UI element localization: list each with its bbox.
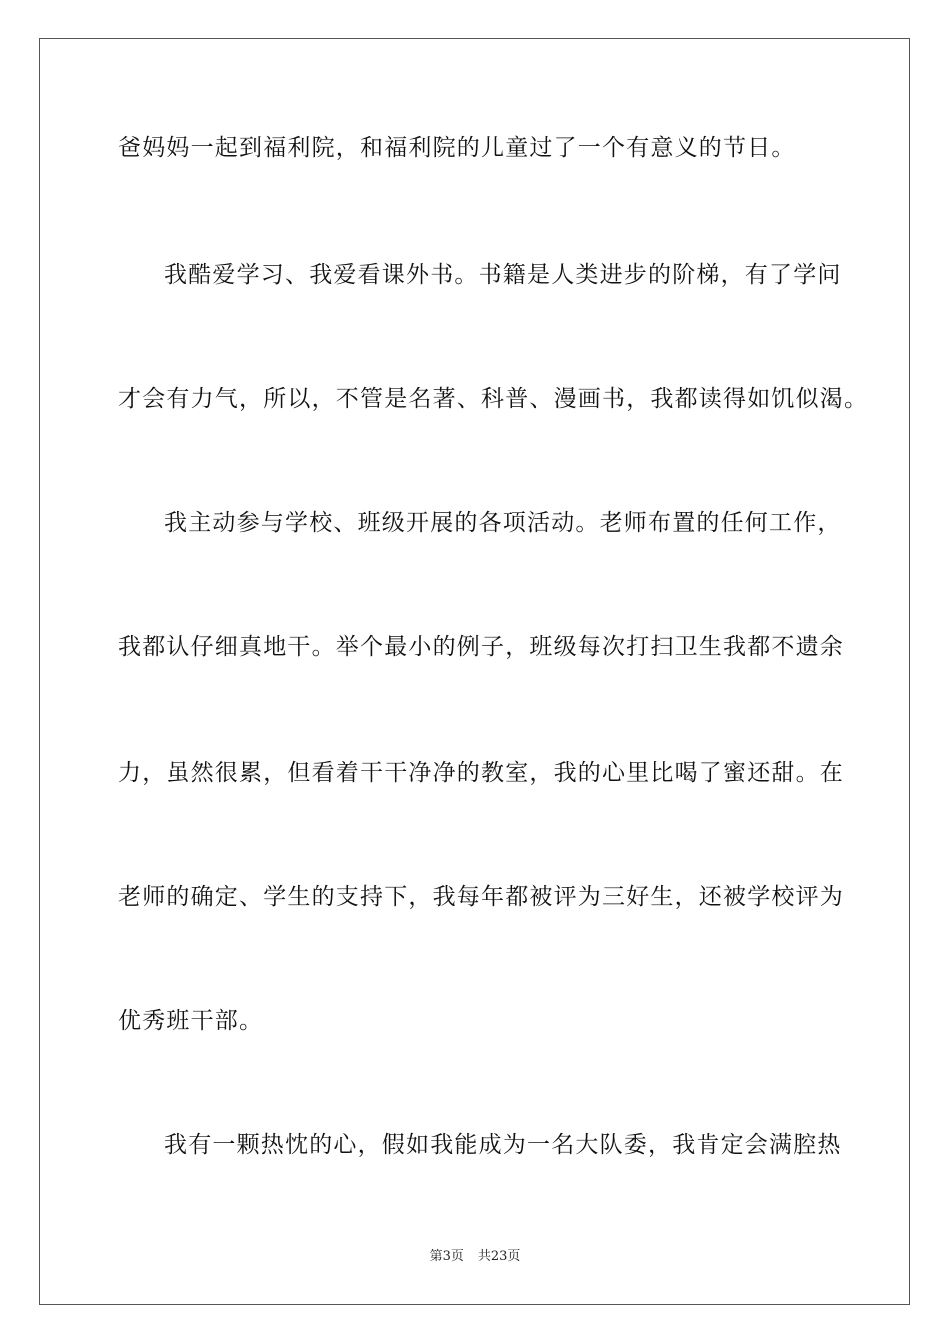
page-frame — [39, 38, 910, 1305]
paragraph-line: 优秀班干部。 — [118, 1008, 264, 1034]
page-footer — [0, 1248, 950, 1266]
paragraph-line: 才会有力气，所以，不管是名著、科普、漫画书，我都读得如饥似渴。 — [118, 386, 869, 412]
paragraph-line: 老师的确定、学生的支持下，我每年都被评为三好生，还被学校评为 — [118, 884, 844, 910]
page-number: 第3页 — [429, 1249, 464, 1264]
paragraph-line: 爸妈妈一起到福利院，和福利院的儿童过了一个有意义的节日。 — [118, 135, 796, 161]
paragraph-line: 我有一颗热忱的心，假如我能成为一名大队委，我肯定会满腔热 — [164, 1132, 842, 1158]
paragraph-line: 力，虽然很累，但看着干干净净的教室，我的心里比喝了蜜还甜。在 — [118, 760, 844, 786]
paragraph-line: 我酷爱学习、我爱看课外书。书籍是人类进步的阶梯，有了学问 — [164, 262, 842, 288]
page-total: 共23页 — [477, 1249, 521, 1264]
paragraph-line: 我都认仔细真地干。举个最小的例子，班级每次打扫卫生我都不遗余 — [118, 634, 844, 660]
paragraph-line: 我主动参与学校、班级开展的各项活动。老师布置的任何工作， — [164, 510, 842, 536]
